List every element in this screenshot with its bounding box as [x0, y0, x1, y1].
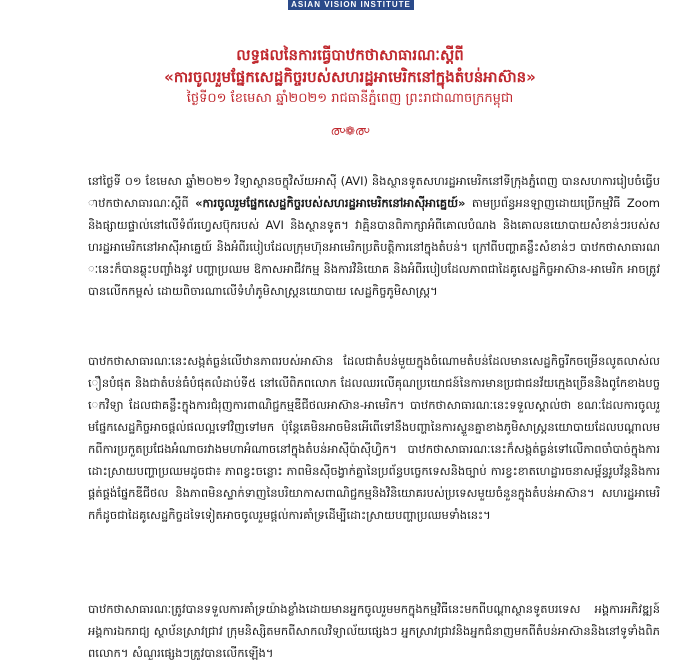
date-location-line: ថ្ងៃទី០១ ខែមេសា ឆ្នាំ២០២១ រាជធានីភ្នំពេញ ព្រះរាជាណាចក្រកម្ពុជា	[186, 91, 514, 106]
ornament-divider: ൞❁൞	[330, 124, 370, 138]
paragraph-1-text-a: នៅថ្ងៃទី ០១ ខែមេសា ឆ្នាំ២០២១ វិទ្យាស្ថានចក្ខុវិស័យអាស៊ី (AVI) និងស្ថានទូតសហរដ្ឋអាមេរិកនៅទីក្រុងភ្នំពេញ បានសហការរៀបចំធ្វើបាឋកថាសាធារណៈស្ដីពី	[88, 174, 660, 210]
title-block	[60, 44, 640, 110]
paragraph-3: បាឋកថាសាធារណៈត្រូវបានទទួលការគាំទ្រយ៉ាងខ្លាំងដោយមានអ្នកចូលរួមមកក្នុងកម្មវិធីនេះមកពីបណ្ដាស្ថានទូតបរទេស អង្គការអភិវឌ្ឍន៍ អង្គការឯករាជ្យ ស្ថាប័នស្រាវជ្រាវ ក្រុមនិស្សិតមកពីសាកលវិទ្យាល័យផ្សេងៗ អ្នកស្រាវជ្រាវនិងអ្នកជំនាញមកពីតំបន់អាស៊ាននិងនៅទូទាំងពិភពលោក។ សំណួរផ្សេងៗត្រូវបានលើកឡើង។	[88, 602, 660, 660]
paragraph-2: បាឋកថាសាធារណៈនេះសង្កត់ធ្ងន់លើឋានភាពរបស់អាស៊ាន ដែលជាតំបន់មួយក្នុងចំណោមតំបន់ដែលមានសេដ្ឋកិច្ចរីកចម្រើនលូតលាស់លឿនបំផុត និងជាតំបន់ធំបំផុតលំដាប់ទី៥ នៅលើពិភពលោក ដែលឈរលើគុណប្រយោជន៍នៃការមានប្រជាជនវ័យក្មេងច្រើននិងពូកែខាងបច្ចេកវិទ្យា ដែលជាគន្លឹះក្នុងការជំរុញការពាណិជ្ជកម្មឌីជីថលអាស៊ាន-អាមេរិក។ បាឋកថាសាធារណៈនេះទទួលស្គាល់ថា ខណៈដែលការចូលរួមផ្នែកសេដ្ឋកិច្ចអាចផ្ដល់ផលល្អទៅវិញទៅមក ប៉ុន្តែគេមិនអាចមិនអើពើទៅនឹងបញ្ហានៃការស្ទួនគ្នាខាងភូមិសាស្ត្រនយោបាយដែលបណ្ដាលមកពីការប្រកួតប្រជែងអំណាចរវាងមហាអំណាចនៅក្នុងតំបន់អាស៊ីប៉ាស៊ីហ្វិក។ បាឋកថាសាធារណៈនេះក៏សង្កត់ធ្ងន់ទៅលើភាពចាំបាច់ក្នុងការដោះស្រាយបញ្ហាប្រឈមដូចជា៖ ភាពខ្វះចន្លោះ ភាពមិនស៊ីចង្វាក់គ្នានៃប្រព័ន្ធបច្ចេកទេសនិងច្បាប់ ការខ្វះខាតហេដ្ឋារចនាសម្ព័ន្ធរូបវ័ន្តនិងការផ្គត់ផ្គង់ផ្នែកឌីជីថល និងភាពមិនស្ទាក់ទាញនៃបរិយាកាសពាណិជ្ជកម្មនិងវិនិយោគរបស់ប្រទេសមួយចំនួនក្នុងតំបន់អាស៊ាន។ សហរដ្ឋអាមេរិកក៏ដូចជាដៃគូសេដ្ឋកិច្ចដទៃទៀតអាចចូលរួមផ្ដល់ការគាំទ្រដើម្បីដោះស្រាយបញ្ហាប្រឈមទាំងនេះ។	[88, 354, 660, 522]
report-title: លទ្ធផលនៃការធ្វើបាឋកថាសាធារណៈស្ដីពី	[236, 46, 464, 64]
event-title: «ការចូលរួមផ្នែកសេដ្ឋកិច្ចរបស់សហរដ្ឋអាមេរិកនៅក្នុងតំបន់អាស៊ាន»	[164, 68, 536, 86]
paragraph-1-text-b: តាមប្រព័ន្ធអនឡាញដោយប្រើកម្មវិធី Zoom និងផ្សាយផ្ទាល់នៅលើទំព័រហ្វេសប៊ុករបស់ AVI និងស្ថានទូត។ វាគ្មិនបានពិភាក្សាអំពីគោលបំណង និងគោលនយោបាយសំខាន់ៗរបស់សហរដ្ឋអាមេរិកនៅអាស៊ីអាគ្នេយ៍ និងអំពីរបៀបដែលក្រុមហ៊ុនអាមេរិកប្រតិបត្តិការនៅក្នុងតំបន់។ ក្រៅពីបញ្ហាគន្លឹះសំខាន់ៗ បាឋកថាសាធារណៈនេះក៏បានឆ្លុះបញ្ចាំងនូវ បញ្ហាប្រឈម ឱកាសអាជីវកម្ម និងការវិនិយោគ និងអំពីរបៀបដែលភាពជាដៃគូសេដ្ឋកិច្ចអាស៊ាន-អាមេរិក អាចត្រូវបានលើកកម្ពស់ ដោយពិចារណាលើទំហំភូមិសាស្ត្រនយោបាយ សេដ្ឋកិច្ចភូមិសាស្ត្រ។	[88, 196, 660, 298]
paragraph-1-bold-title: «ការចូលរួមផ្នែកសេដ្ឋកិច្ចរបស់សហរដ្ឋអាមេរិកនៅអាស៊ីអាគ្នេយ៍»	[195, 196, 466, 210]
institute-banner: ASIAN VISION INSTITUTE	[288, 0, 414, 10]
paragraph-1	[88, 170, 660, 338]
